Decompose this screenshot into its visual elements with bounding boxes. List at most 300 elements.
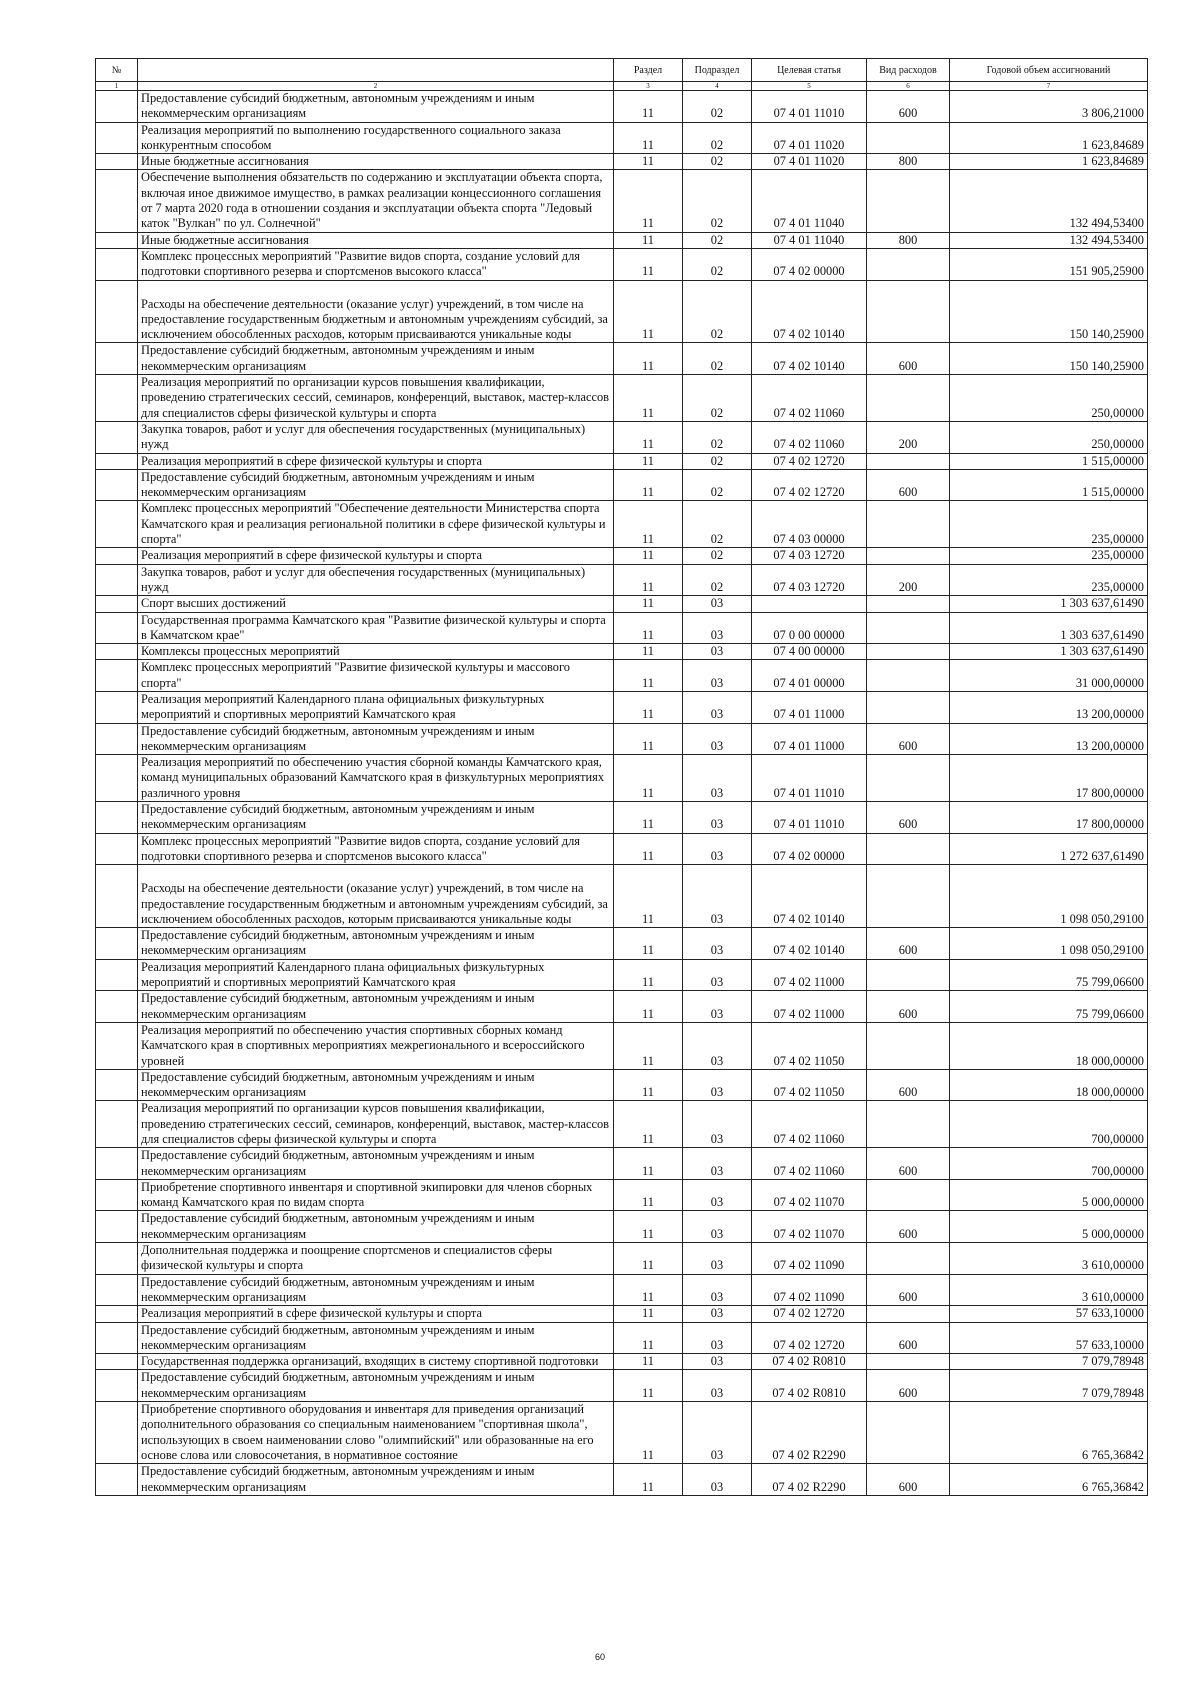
table-row xyxy=(96,959,1148,991)
cell-subsection: 03 xyxy=(683,959,752,991)
cell-section: 11 xyxy=(614,501,683,548)
column-number: 4 xyxy=(683,82,752,91)
cell-target: 07 4 02 10140 xyxy=(752,928,867,960)
cell-expense xyxy=(867,660,950,692)
cell-amount: 7 079,78948 xyxy=(950,1354,1148,1370)
cell-expense: 600 xyxy=(867,1370,950,1402)
cell-number xyxy=(96,375,138,422)
cell-amount: 17 800,00000 xyxy=(950,755,1148,802)
cell-name: Комплексы процессных мероприятий xyxy=(138,644,614,660)
cell-expense xyxy=(867,1179,950,1211)
cell-amount: 235,00000 xyxy=(950,501,1148,548)
table-row xyxy=(96,91,1148,123)
cell-expense xyxy=(867,375,950,422)
cell-expense: 600 xyxy=(867,91,950,123)
cell-expense xyxy=(867,755,950,802)
cell-number xyxy=(96,833,138,865)
cell-target: 07 4 02 10140 xyxy=(752,280,867,343)
cell-subsection: 03 xyxy=(683,1464,752,1496)
cell-expense xyxy=(867,691,950,723)
cell-target: 07 4 03 12720 xyxy=(752,548,867,564)
cell-number xyxy=(96,1069,138,1101)
cell-amount: 5 000,00000 xyxy=(950,1211,1148,1243)
cell-number xyxy=(96,1022,138,1069)
cell-amount: 235,00000 xyxy=(950,548,1148,564)
header-target: Целевая статья xyxy=(752,59,867,82)
cell-target: 07 4 02 12720 xyxy=(752,1322,867,1354)
cell-name: Реализация мероприятий в сфере физической культуры и спорта xyxy=(138,548,614,564)
page-number: 60 xyxy=(594,1652,605,1662)
table-row xyxy=(96,170,1148,232)
cell-name: Предоставление субсидий бюджетным, автономным учреждениям и иным некоммерческим организациям xyxy=(138,1322,614,1354)
cell-target: 07 4 02 11060 xyxy=(752,1148,867,1180)
cell-target: 07 4 02 11060 xyxy=(752,421,867,453)
cell-subsection: 03 xyxy=(683,1322,752,1354)
cell-number xyxy=(96,755,138,802)
cell-target: 07 4 02 11090 xyxy=(752,1274,867,1306)
column-number: 5 xyxy=(752,82,867,91)
cell-expense: 600 xyxy=(867,1148,950,1180)
cell-subsection: 02 xyxy=(683,548,752,564)
cell-name: Реализация мероприятий в сфере физической культуры и спорта xyxy=(138,453,614,469)
cell-target: 07 4 01 11000 xyxy=(752,691,867,723)
cell-expense: 600 xyxy=(867,1211,950,1243)
cell-expense xyxy=(867,1354,950,1370)
cell-number xyxy=(96,280,138,343)
cell-expense: 600 xyxy=(867,802,950,834)
cell-name: Реализация мероприятий по организации курсов повышения квалификации, проведению стратегических сессий, семинаров, конференций, выставок, мастер-классов для специалистов сферы физической культуры и спорта xyxy=(138,375,614,422)
cell-name: Реализация мероприятий по обеспечению участия спортивных сборных команд Камчатского края в спортивных мероприятиях межрегионального и всероссийского уровней xyxy=(138,1022,614,1069)
cell-number xyxy=(96,928,138,960)
table-row xyxy=(96,501,1148,548)
cell-number xyxy=(96,1274,138,1306)
cell-name: Расходы на обеспечение деятельности (оказание услуг) учреждений, в том числе на предоставление государственным бюджетным и автономным учреждениям субсидий, за исключением обособленных расходов, которым присваиваются уникальные коды xyxy=(138,280,614,343)
cell-name: Комплекс процессных мероприятий "Развитие физической культуры и массового спорта" xyxy=(138,660,614,692)
cell-number xyxy=(96,122,138,154)
cell-section: 11 xyxy=(614,1069,683,1101)
cell-subsection: 03 xyxy=(683,1069,752,1101)
cell-name: Предоставление субсидий бюджетным, автономным учреждениям и иным некоммерческим организациям xyxy=(138,1464,614,1496)
cell-target: 07 0 00 00000 xyxy=(752,612,867,644)
table-row xyxy=(96,1354,1148,1370)
cell-section: 11 xyxy=(614,644,683,660)
cell-number xyxy=(96,1306,138,1322)
cell-section: 11 xyxy=(614,1101,683,1148)
cell-expense: 600 xyxy=(867,928,950,960)
cell-section: 11 xyxy=(614,232,683,248)
cell-name: Предоставление субсидий бюджетным, автономным учреждениям и иным некоммерческим организациям xyxy=(138,1274,614,1306)
cell-subsection: 03 xyxy=(683,1243,752,1275)
cell-subsection: 03 xyxy=(683,1354,752,1370)
cell-name: Иные бюджетные ассигнования xyxy=(138,154,614,170)
cell-target: 07 4 02 R0810 xyxy=(752,1370,867,1402)
cell-section: 11 xyxy=(614,1179,683,1211)
cell-number xyxy=(96,1148,138,1180)
cell-amount: 1 623,84689 xyxy=(950,122,1148,154)
table-row xyxy=(96,865,1148,928)
cell-amount: 1 303 637,61490 xyxy=(950,612,1148,644)
cell-expense xyxy=(867,644,950,660)
cell-name: Предоставление субсидий бюджетным, автономным учреждениям и иным некоммерческим организациям xyxy=(138,723,614,755)
cell-section: 11 xyxy=(614,865,683,928)
cell-number xyxy=(96,1354,138,1370)
cell-target: 07 4 01 11040 xyxy=(752,170,867,232)
cell-number xyxy=(96,91,138,123)
cell-target: 07 4 01 11020 xyxy=(752,154,867,170)
cell-amount: 1 515,00000 xyxy=(950,469,1148,501)
cell-expense: 600 xyxy=(867,1069,950,1101)
table-row xyxy=(96,928,1148,960)
header-section: Раздел xyxy=(614,59,683,82)
cell-expense xyxy=(867,501,950,548)
table-row xyxy=(96,596,1148,612)
budget-table xyxy=(95,58,1148,1496)
cell-target: 07 4 01 11020 xyxy=(752,122,867,154)
cell-section: 11 xyxy=(614,959,683,991)
cell-name: Приобретение спортивного инвентаря и спортивной экипировки для членов сборных команд Камчатского края по видам спорта xyxy=(138,1179,614,1211)
cell-target: 07 4 01 11040 xyxy=(752,232,867,248)
table-row xyxy=(96,232,1148,248)
cell-section: 11 xyxy=(614,1274,683,1306)
cell-number xyxy=(96,154,138,170)
cell-subsection: 02 xyxy=(683,280,752,343)
cell-name: Приобретение спортивного оборудования и инвентаря для приведения организаций дополнительного образования со специальным наименованием "спортивная школа", использующих в своем наименовании слово "олимпийский" или образованные на его основе слова или словосочетания, в нормативное состояние xyxy=(138,1402,614,1464)
cell-name: Реализация мероприятий по обеспечению участия сборной команды Камчатского края, команд муниципальных образований Камчатского края в физкультурных мероприятиях различного уровня xyxy=(138,755,614,802)
cell-target: 07 4 02 11050 xyxy=(752,1069,867,1101)
cell-subsection: 03 xyxy=(683,644,752,660)
cell-name: Предоставление субсидий бюджетным, автономным учреждениям и иным некоммерческим организациям xyxy=(138,802,614,834)
header-num: № xyxy=(96,59,138,82)
cell-amount: 75 799,06600 xyxy=(950,991,1148,1023)
table-row xyxy=(96,660,1148,692)
cell-section: 11 xyxy=(614,1354,683,1370)
cell-amount: 75 799,06600 xyxy=(950,959,1148,991)
cell-section: 11 xyxy=(614,1211,683,1243)
cell-subsection: 03 xyxy=(683,691,752,723)
column-number: 1 xyxy=(96,82,138,91)
cell-expense xyxy=(867,612,950,644)
cell-number xyxy=(96,1211,138,1243)
cell-target: 07 4 02 11070 xyxy=(752,1211,867,1243)
cell-expense: 800 xyxy=(867,232,950,248)
cell-expense xyxy=(867,280,950,343)
cell-section: 11 xyxy=(614,453,683,469)
table-row xyxy=(96,421,1148,453)
table-row xyxy=(96,453,1148,469)
cell-section: 11 xyxy=(614,154,683,170)
cell-amount: 1 515,00000 xyxy=(950,453,1148,469)
table-row xyxy=(96,802,1148,834)
cell-subsection: 03 xyxy=(683,1370,752,1402)
table-row xyxy=(96,1022,1148,1069)
table-row xyxy=(96,248,1148,280)
cell-number xyxy=(96,564,138,596)
cell-section: 11 xyxy=(614,280,683,343)
table-row xyxy=(96,1274,1148,1306)
cell-expense: 200 xyxy=(867,421,950,453)
table-row xyxy=(96,1101,1148,1148)
cell-amount: 3 806,21000 xyxy=(950,91,1148,123)
cell-name: Закупка товаров, работ и услуг для обеспечения государственных (муниципальных) нужд xyxy=(138,564,614,596)
cell-subsection: 03 xyxy=(683,755,752,802)
cell-amount: 17 800,00000 xyxy=(950,802,1148,834)
cell-name: Обеспечение выполнения обязательств по содержанию и эксплуатации объекта спорта, включая иное движимое имущество, в рамках реализации концессионного соглашения от 7 марта 2020 года в отношении создания и эксплуатации объекта спорта "Ледовый каток "Вулкан" по ул. Солнечной" xyxy=(138,170,614,232)
cell-expense xyxy=(867,596,950,612)
cell-section: 11 xyxy=(614,1148,683,1180)
cell-target: 07 4 01 11010 xyxy=(752,755,867,802)
cell-subsection: 02 xyxy=(683,501,752,548)
table-row xyxy=(96,723,1148,755)
cell-expense: 600 xyxy=(867,1322,950,1354)
table-row xyxy=(96,469,1148,501)
cell-section: 11 xyxy=(614,1022,683,1069)
cell-target: 07 4 02 12720 xyxy=(752,1306,867,1322)
cell-amount: 5 000,00000 xyxy=(950,1179,1148,1211)
cell-name: Комплекс процессных мероприятий "Обеспечение деятельности Министерства спорта Камчатского края и реализация региональной политики в сфере физической культуры и спорта" xyxy=(138,501,614,548)
cell-subsection: 03 xyxy=(683,612,752,644)
cell-expense xyxy=(867,959,950,991)
cell-name: Закупка товаров, работ и услуг для обеспечения государственных (муниципальных) нужд xyxy=(138,421,614,453)
cell-section: 11 xyxy=(614,991,683,1023)
cell-amount: 18 000,00000 xyxy=(950,1022,1148,1069)
cell-section: 11 xyxy=(614,248,683,280)
cell-number xyxy=(96,1464,138,1496)
cell-section: 11 xyxy=(614,564,683,596)
cell-name: Предоставление субсидий бюджетным, автономным учреждениям и иным некоммерческим организациям xyxy=(138,91,614,123)
cell-subsection: 03 xyxy=(683,723,752,755)
cell-amount: 13 200,00000 xyxy=(950,691,1148,723)
cell-target: 07 4 02 10140 xyxy=(752,865,867,928)
cell-amount: 1 098 050,29100 xyxy=(950,865,1148,928)
cell-target: 07 4 02 11060 xyxy=(752,375,867,422)
cell-expense: 600 xyxy=(867,343,950,375)
cell-amount: 1 098 050,29100 xyxy=(950,928,1148,960)
cell-number xyxy=(96,1402,138,1464)
cell-target: 07 4 02 11060 xyxy=(752,1101,867,1148)
cell-subsection: 02 xyxy=(683,232,752,248)
table-row xyxy=(96,612,1148,644)
cell-expense xyxy=(867,865,950,928)
cell-name: Предоставление субсидий бюджетным, автономным учреждениям и иным некоммерческим организациям xyxy=(138,991,614,1023)
cell-expense xyxy=(867,548,950,564)
cell-section: 11 xyxy=(614,691,683,723)
cell-number xyxy=(96,644,138,660)
cell-target: 07 4 02 10140 xyxy=(752,343,867,375)
cell-name: Иные бюджетные ассигнования xyxy=(138,232,614,248)
cell-name: Реализация мероприятий по организации курсов повышения квалификации, проведению стратегических сессий, семинаров, конференций, выставок, мастер-классов для специалистов сферы физической культуры и спорта xyxy=(138,1101,614,1148)
cell-expense xyxy=(867,453,950,469)
cell-subsection: 03 xyxy=(683,833,752,865)
cell-expense xyxy=(867,170,950,232)
cell-target: 07 4 02 R2290 xyxy=(752,1402,867,1464)
column-number: 6 xyxy=(867,82,950,91)
table-row xyxy=(96,755,1148,802)
cell-section: 11 xyxy=(614,421,683,453)
table-row xyxy=(96,375,1148,422)
table-row xyxy=(96,1069,1148,1101)
cell-target: 07 4 01 11010 xyxy=(752,802,867,834)
cell-name: Предоставление субсидий бюджетным, автономным учреждениям и иным некоммерческим организациям xyxy=(138,1148,614,1180)
cell-number xyxy=(96,343,138,375)
cell-subsection: 03 xyxy=(683,1148,752,1180)
table-row xyxy=(96,548,1148,564)
cell-number xyxy=(96,548,138,564)
cell-expense: 600 xyxy=(867,469,950,501)
cell-section: 11 xyxy=(614,1322,683,1354)
cell-name: Предоставление субсидий бюджетным, автономным учреждениям и иным некоммерческим организациям xyxy=(138,1211,614,1243)
cell-amount: 700,00000 xyxy=(950,1101,1148,1148)
cell-name: Дополнительная поддержка и поощрение спортсменов и специалистов сферы физической культуры и спорта xyxy=(138,1243,614,1275)
cell-number xyxy=(96,802,138,834)
cell-amount: 250,00000 xyxy=(950,375,1148,422)
table-row xyxy=(96,691,1148,723)
cell-name: Предоставление субсидий бюджетным, автономным учреждениям и иным некоммерческим организациям xyxy=(138,1069,614,1101)
cell-expense xyxy=(867,1306,950,1322)
cell-expense xyxy=(867,248,950,280)
cell-amount: 150 140,25900 xyxy=(950,280,1148,343)
cell-subsection: 03 xyxy=(683,596,752,612)
cell-name: Спорт высших достижений xyxy=(138,596,614,612)
cell-section: 11 xyxy=(614,755,683,802)
cell-expense: 600 xyxy=(867,1464,950,1496)
table-row xyxy=(96,1402,1148,1464)
cell-target: 07 4 02 00000 xyxy=(752,248,867,280)
cell-expense: 600 xyxy=(867,991,950,1023)
cell-name: Комплекс процессных мероприятий "Развитие видов спорта, создание условий для подготовки спортивного резерва и спортсменов высокого класса" xyxy=(138,833,614,865)
table-row xyxy=(96,833,1148,865)
cell-amount: 132 494,53400 xyxy=(950,170,1148,232)
cell-target: 07 4 01 11000 xyxy=(752,723,867,755)
table-row xyxy=(96,122,1148,154)
cell-expense: 600 xyxy=(867,1274,950,1306)
cell-number xyxy=(96,959,138,991)
cell-target: 07 4 02 11000 xyxy=(752,959,867,991)
cell-section: 11 xyxy=(614,91,683,123)
cell-section: 11 xyxy=(614,1306,683,1322)
cell-amount: 150 140,25900 xyxy=(950,343,1148,375)
cell-subsection: 03 xyxy=(683,802,752,834)
cell-number xyxy=(96,1101,138,1148)
cell-expense: 800 xyxy=(867,154,950,170)
cell-target: 07 4 03 00000 xyxy=(752,501,867,548)
cell-section: 11 xyxy=(614,1370,683,1402)
cell-number xyxy=(96,170,138,232)
cell-subsection: 03 xyxy=(683,660,752,692)
header-expense: Вид расходов xyxy=(867,59,950,82)
cell-target: 07 4 02 11070 xyxy=(752,1179,867,1211)
cell-subsection: 02 xyxy=(683,248,752,280)
cell-expense xyxy=(867,833,950,865)
cell-amount: 7 079,78948 xyxy=(950,1370,1148,1402)
cell-subsection: 02 xyxy=(683,154,752,170)
cell-subsection: 02 xyxy=(683,469,752,501)
cell-amount: 57 633,10000 xyxy=(950,1306,1148,1322)
cell-section: 11 xyxy=(614,1243,683,1275)
cell-amount: 3 610,00000 xyxy=(950,1243,1148,1275)
cell-target: 07 4 02 11090 xyxy=(752,1243,867,1275)
cell-number xyxy=(96,421,138,453)
table-header-row xyxy=(96,59,1148,82)
cell-number xyxy=(96,248,138,280)
cell-amount: 57 633,10000 xyxy=(950,1322,1148,1354)
table-row xyxy=(96,1464,1148,1496)
cell-subsection: 03 xyxy=(683,1274,752,1306)
cell-amount: 1 272 637,61490 xyxy=(950,833,1148,865)
cell-subsection: 02 xyxy=(683,122,752,154)
cell-expense xyxy=(867,1402,950,1464)
cell-section: 11 xyxy=(614,548,683,564)
cell-amount: 13 200,00000 xyxy=(950,723,1148,755)
table-row xyxy=(96,991,1148,1023)
table-column-numbers-row xyxy=(96,82,1148,91)
header-subsection: Подраздел xyxy=(683,59,752,82)
table-body xyxy=(96,91,1148,1496)
cell-amount: 1 303 637,61490 xyxy=(950,596,1148,612)
cell-amount: 6 765,36842 xyxy=(950,1464,1148,1496)
cell-number xyxy=(96,691,138,723)
cell-amount: 250,00000 xyxy=(950,421,1148,453)
cell-section: 11 xyxy=(614,469,683,501)
cell-target: 07 4 02 00000 xyxy=(752,833,867,865)
cell-subsection: 03 xyxy=(683,1402,752,1464)
cell-section: 11 xyxy=(614,1464,683,1496)
cell-amount: 235,00000 xyxy=(950,564,1148,596)
cell-section: 11 xyxy=(614,343,683,375)
cell-section: 11 xyxy=(614,928,683,960)
cell-name: Предоставление субсидий бюджетным, автономным учреждениям и иным некоммерческим организациям xyxy=(138,928,614,960)
cell-number xyxy=(96,596,138,612)
budget-table-sheet xyxy=(95,58,1147,1496)
table-row xyxy=(96,564,1148,596)
cell-target: 07 4 02 R2290 xyxy=(752,1464,867,1496)
cell-subsection: 02 xyxy=(683,170,752,232)
cell-subsection: 03 xyxy=(683,928,752,960)
cell-section: 11 xyxy=(614,375,683,422)
table-row xyxy=(96,1179,1148,1211)
column-number: 3 xyxy=(614,82,683,91)
cell-target: 07 4 00 00000 xyxy=(752,644,867,660)
cell-expense xyxy=(867,1101,950,1148)
cell-subsection: 02 xyxy=(683,375,752,422)
cell-subsection: 02 xyxy=(683,343,752,375)
cell-number xyxy=(96,612,138,644)
cell-name: Реализация мероприятий в сфере физической культуры и спорта xyxy=(138,1306,614,1322)
table-row xyxy=(96,280,1148,343)
cell-amount: 151 905,25900 xyxy=(950,248,1148,280)
cell-target: 07 4 02 R0810 xyxy=(752,1354,867,1370)
cell-subsection: 03 xyxy=(683,1022,752,1069)
table-row xyxy=(96,1211,1148,1243)
table-row xyxy=(96,343,1148,375)
cell-target: 07 4 02 12720 xyxy=(752,453,867,469)
cell-expense xyxy=(867,1022,950,1069)
cell-number xyxy=(96,1322,138,1354)
cell-subsection: 02 xyxy=(683,421,752,453)
cell-subsection: 03 xyxy=(683,1179,752,1211)
cell-target: 07 4 02 11050 xyxy=(752,1022,867,1069)
cell-subsection: 02 xyxy=(683,91,752,123)
cell-number xyxy=(96,723,138,755)
cell-target: 07 4 02 12720 xyxy=(752,469,867,501)
cell-subsection: 02 xyxy=(683,564,752,596)
cell-expense: 200 xyxy=(867,564,950,596)
cell-section: 11 xyxy=(614,802,683,834)
cell-amount: 132 494,53400 xyxy=(950,232,1148,248)
cell-name: Государственная программа Камчатского края "Развитие физической культуры и спорта в Камчатском крае" xyxy=(138,612,614,644)
cell-subsection: 03 xyxy=(683,865,752,928)
cell-number xyxy=(96,991,138,1023)
cell-name: Государственная поддержка организаций, входящих в систему спортивной подготовки xyxy=(138,1354,614,1370)
